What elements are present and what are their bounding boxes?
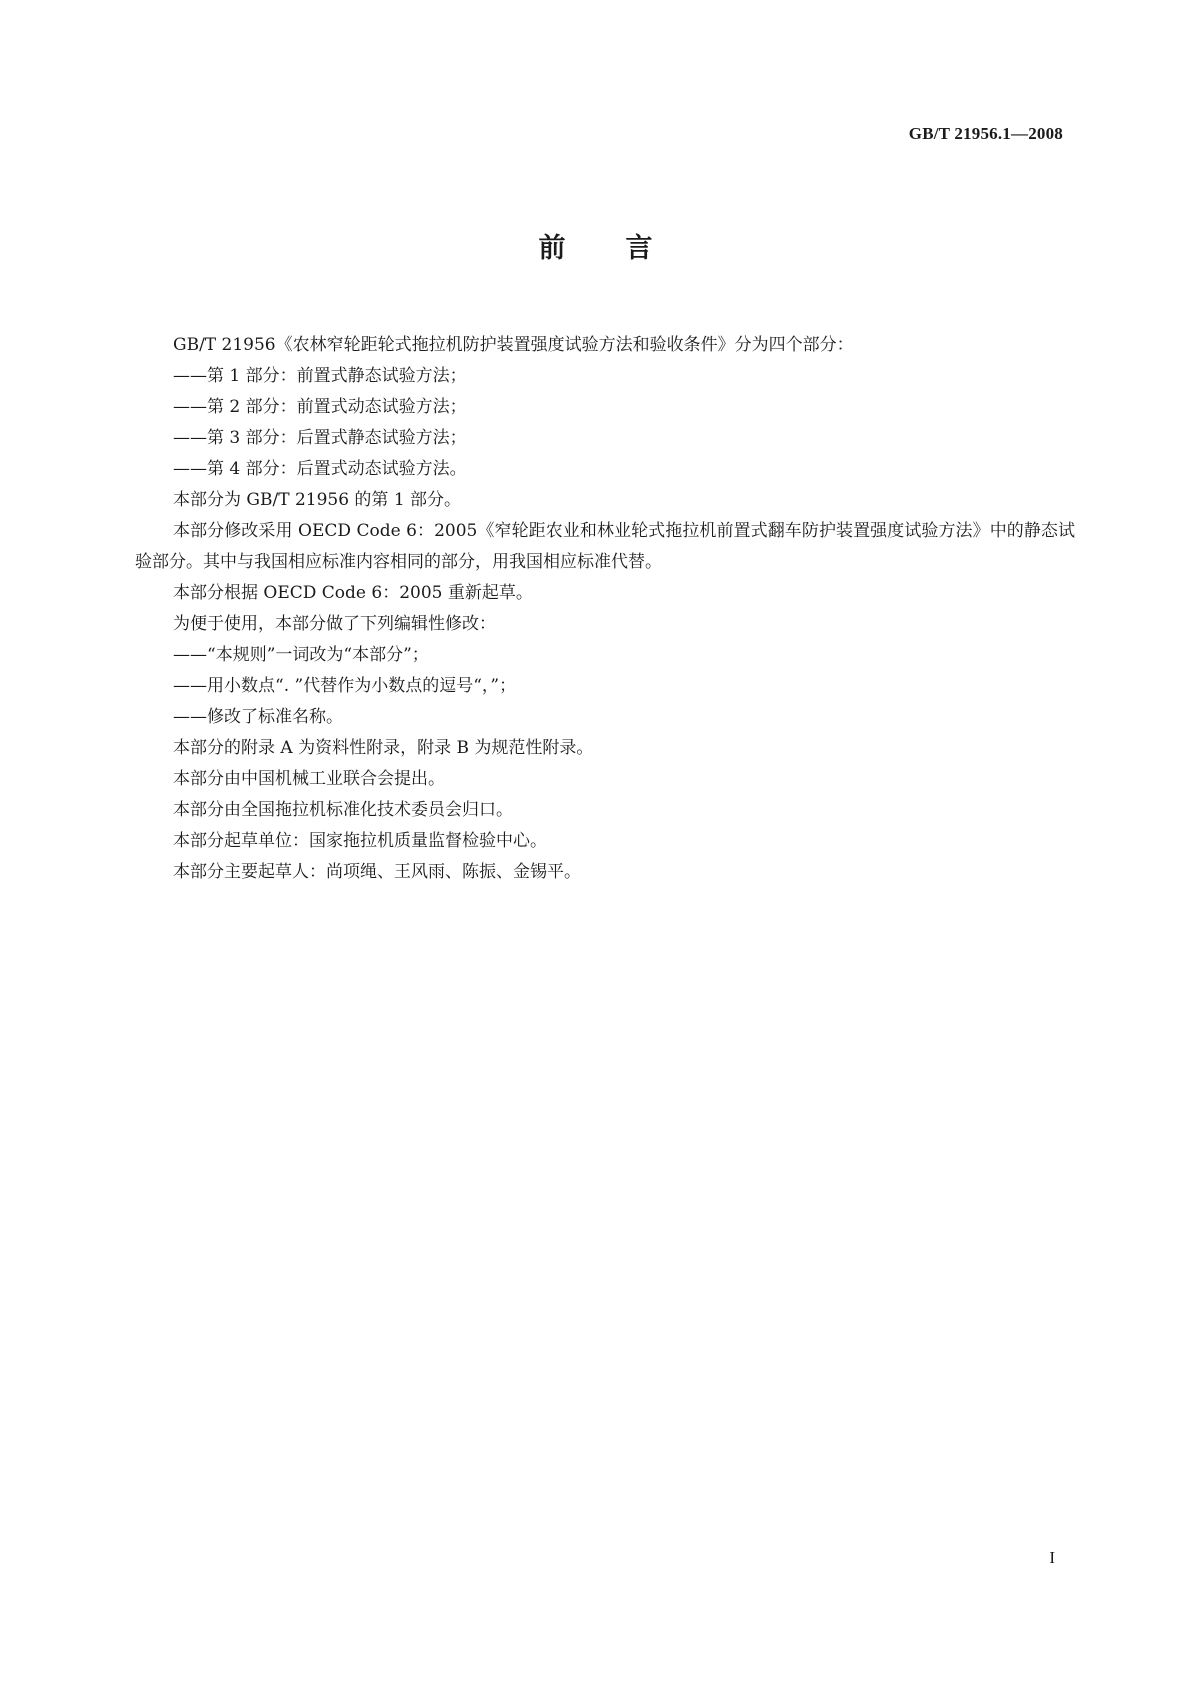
paragraph: 本部分的附录 A 为资料性附录，附录 B 为规范性附录。 <box>173 738 594 758</box>
paragraph: 本部分由全国拖拉机标准化技术委员会归口。 <box>173 800 513 820</box>
page-title <box>0 226 1191 265</box>
paragraph: 本部分由中国机械工业联合会提出。 <box>173 769 445 789</box>
paragraph: 本部分主要起草人：尚项绳、王风雨、陈振、金锡平。 <box>173 862 581 882</box>
page-title-char-2: 言 <box>625 233 653 264</box>
list-item: ——“本规则”一词改为“本部分”； <box>173 645 429 665</box>
paragraph: 本部分根据 OECD Code 6：2005 重新起草。 <box>173 583 533 603</box>
paragraph: 为便于使用，本部分做了下列编辑性修改： <box>173 614 496 634</box>
page-title-char-1: 前 <box>538 233 566 264</box>
list-item: ——用小数点“. ”代替作为小数点的逗号“，”； <box>173 676 517 696</box>
paragraph: 本部分修改采用 OECD Code 6：2005《窄轮距农业和林业轮式拖拉机前置式翻车防护装置强度试验方法》中的静态试验部分。其中与我国相应标准内容相同的部分，用我国相应标准代替。 <box>135 521 1075 572</box>
list-item: ——第 3 部分：后置式静态试验方法； <box>173 428 467 448</box>
list-item: ——第 4 部分：后置式动态试验方法。 <box>173 459 467 479</box>
foreword-body <box>135 330 1075 888</box>
standard-code: GB/T 21956.1—2008 <box>908 124 1063 143</box>
list-item: ——第 1 部分：前置式静态试验方法； <box>173 366 467 386</box>
paragraph: 本部分为 GB/T 21956 的第 1 部分。 <box>173 490 462 510</box>
page-number: I <box>1049 1548 1055 1567</box>
list-item: ——修改了标准名称。 <box>173 707 343 727</box>
paragraph: GB/T 21956《农林窄轮距轮式拖拉机防护装置强度试验方法和验收条件》分为四个部分： <box>173 335 854 355</box>
paragraph: 本部分起草单位：国家拖拉机质量监督检验中心。 <box>173 831 547 851</box>
list-item: ——第 2 部分：前置式动态试验方法； <box>173 397 467 417</box>
